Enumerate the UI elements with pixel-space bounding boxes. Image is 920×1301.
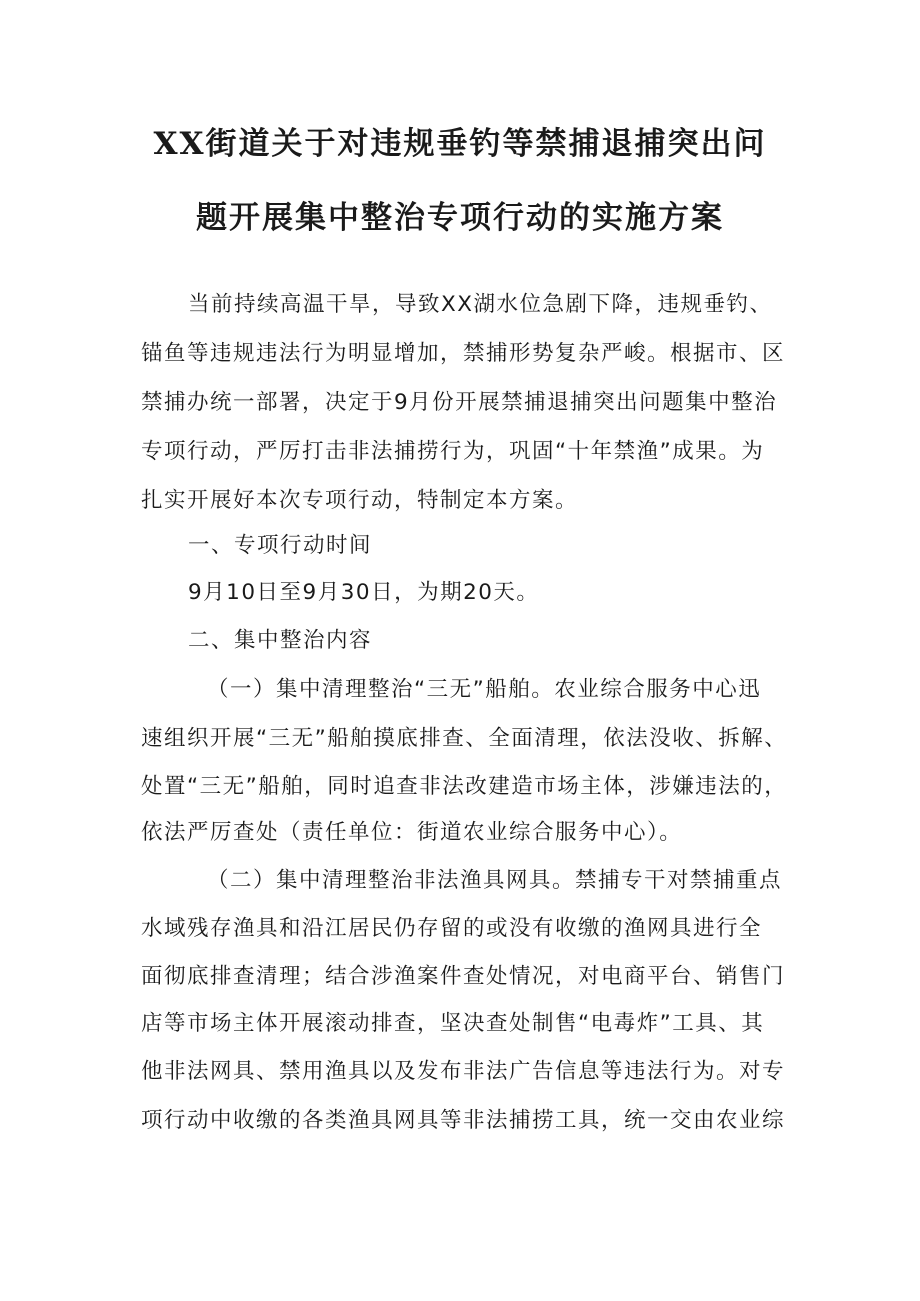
intro-paragraph-line: 禁捕办统一部署，决定于9月份开展禁捕退捕突出问题集中整治 (141, 390, 778, 415)
item-two-paragraph-line: 项行动中收缴的各类渔具网具等非法捕捞工具，统一交由农业综 (141, 1108, 786, 1133)
item-two-paragraph-line: （二）集中清理整治非法渔具网具。禁捕专干对禁捕重点 (207, 868, 783, 893)
document-title-line-2: 题开展集中整治专项行动的实施方案 (196, 200, 724, 236)
item-two-paragraph-line: 店等市场主体开展滚动排查，坚决查处制售“电毒炸”工具、其 (141, 1011, 765, 1036)
section-heading-time: 一、专项行动时间 (188, 533, 373, 558)
time-period-text: 9月10日至9月30日，为期20天。 (188, 580, 540, 605)
item-one-paragraph-line: 速组织开展“三无”船舶摸底排查、全面清理，依法没收、拆解、 (141, 726, 788, 751)
item-two-paragraph-line: 水域残存渔具和沿江居民仍存留的或没有收缴的渔网具进行全 (141, 916, 763, 941)
item-one-paragraph-line: （一）集中清理整治“三无”船舶。农业综合服务中心迅 (207, 677, 762, 702)
item-two-paragraph-line: 面彻底排查清理；结合涉渔案件查处情况，对电商平台、销售门 (141, 964, 786, 989)
intro-paragraph-line: 专项行动，严厉打击非法捕捞行为，巩固“十年禁渔”成果。为 (141, 439, 765, 464)
intro-paragraph-line: 当前持续高温干旱，导致XX湖水位急剧下降，违规垂钓、 (188, 292, 773, 317)
document-title-line-1 (100, 118, 820, 163)
intro-paragraph-line: 扎实开展好本次专项行动，特制定本方案。 (141, 488, 579, 513)
item-one-paragraph-line: 依法严厉查处（责任单位：街道农业综合服务中心）。 (141, 820, 683, 845)
section-heading-content: 二、集中整治内容 (188, 628, 373, 653)
item-two-paragraph-line: 他非法网具、禁用渔具以及发布非法广告信息等违法行为。对专 (141, 1059, 786, 1084)
title-line-1-text: 街道关于对违规垂钓等禁捕退捕突出问 (205, 126, 767, 162)
item-one-paragraph-line: 处置“三无”船舶，同时追查非法改建造市场主体，涉嫌违法的， (141, 774, 788, 799)
title-place-placeholder: XX (153, 126, 206, 162)
intro-paragraph-line: 锚鱼等违规违法行为明显增加，禁捕形势复杂严峻。根据市、区 (141, 341, 786, 366)
